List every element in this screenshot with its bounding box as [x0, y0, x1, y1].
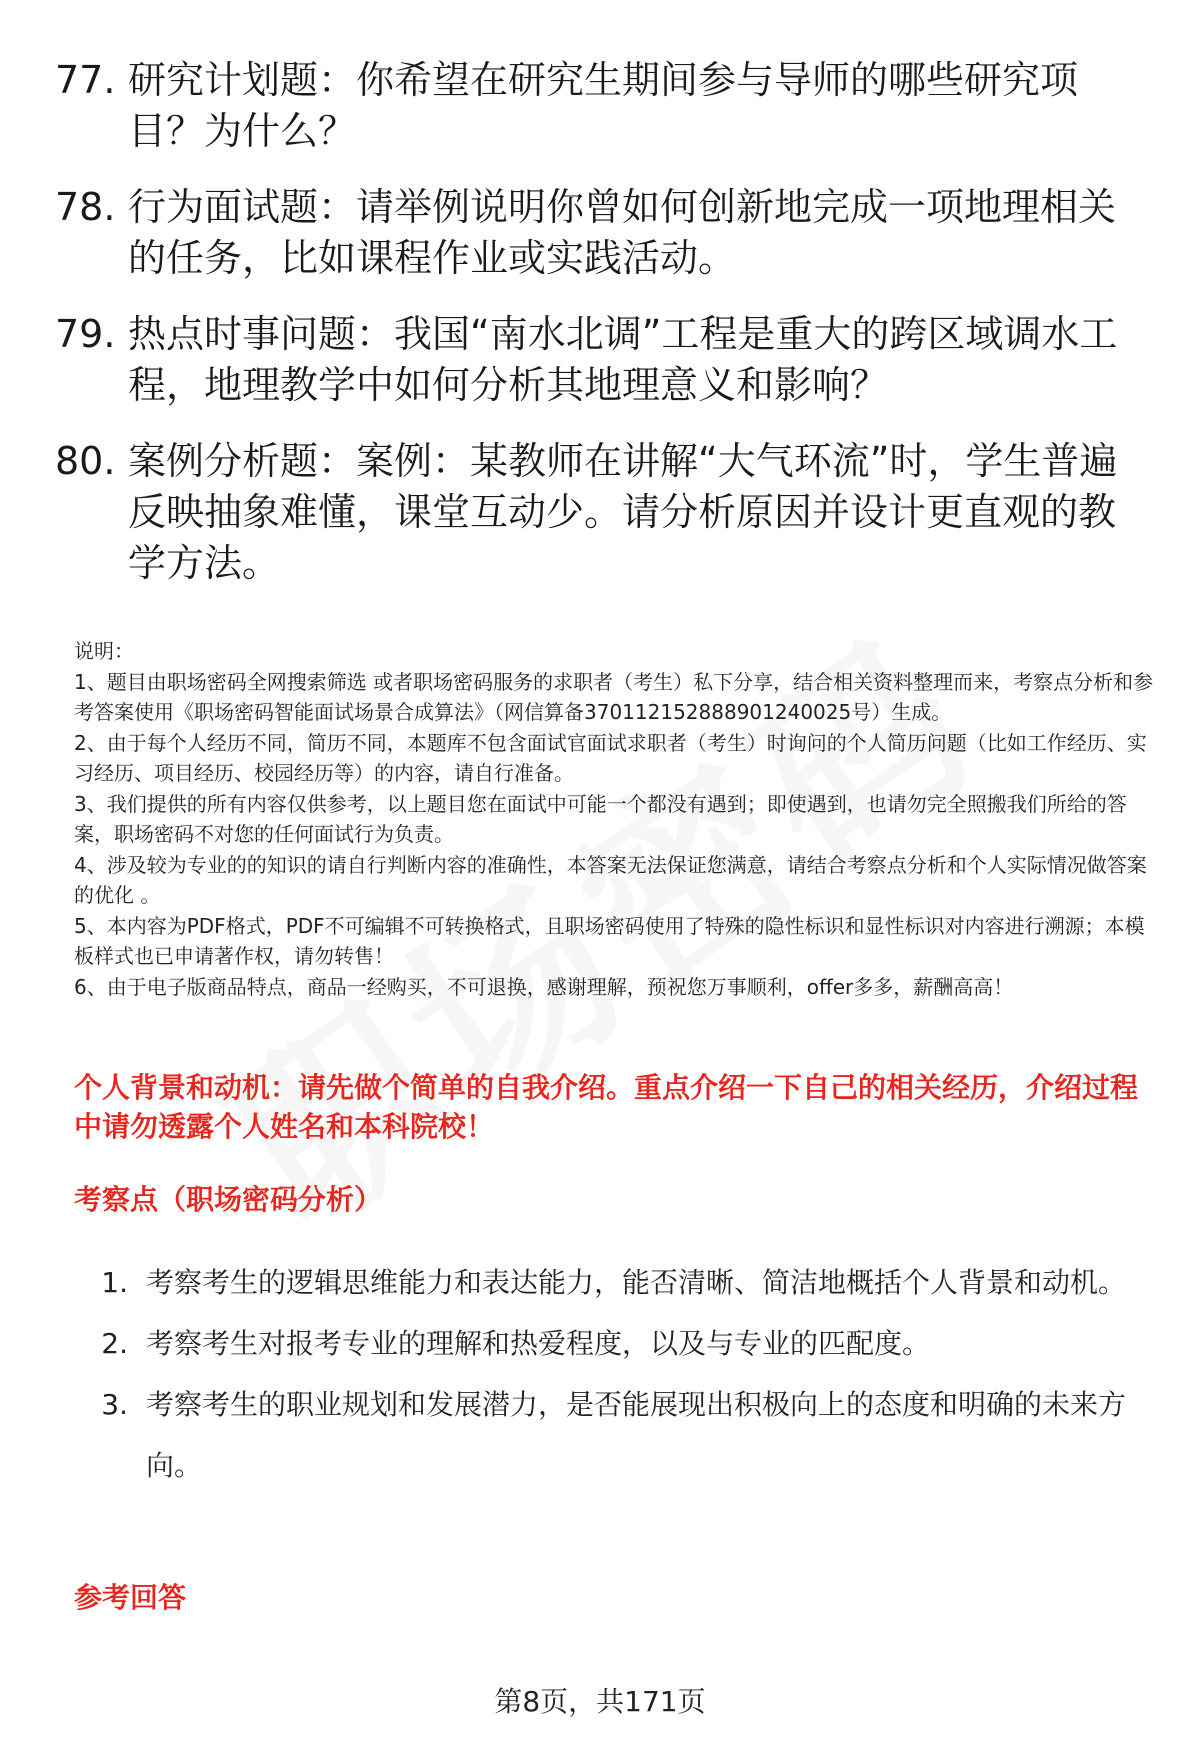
point-number: 1. [101, 1266, 128, 1299]
note-item: 4、涉及较为专业的的知识的请自行判断内容的准确性，本答案无法保证您满意，请结合考察点分析和个人实际情况做答案的优化 。 [74, 852, 1147, 907]
point-text: 考察考生的逻辑思维能力和表达能力，能否清晰、简洁地概括个人背景和动机。 [146, 1266, 1127, 1299]
question-item [55, 182, 1145, 284]
page-footer: 第8页，共171页 [494, 1685, 706, 1718]
point-item [74, 1252, 1154, 1313]
question-text: 行为面试题：请举例说明你曾如何创新地完成一项地理相关的任务，比如课程作业或实践活动。 [128, 185, 1117, 280]
point-item [74, 1313, 1154, 1374]
point-text: 考察考生的职业规划和发展潜力，是否能展现出积极向上的态度和明确的未来方向。 [146, 1388, 1127, 1482]
point-number: 2. [101, 1327, 128, 1360]
question-text: 案例分析题：案例：某教师在讲解“大气环流”时，学生普遍反映抽象难懂，课堂互动少。请分析原因并设计更直观的教学方法。 [128, 439, 1118, 585]
points-list [74, 1252, 1154, 1496]
note-item: 5、本内容为PDF格式，PDF不可编辑不可转换格式，且职场密码使用了特殊的隐性标识和显性标识对内容进行溯源；本模板样式也已申请著作权，请勿转售！ [74, 913, 1145, 968]
note-item: 2、由于每个人经历不同，简历不同，本题库不包含面试官面试求职者（考生）时询问的个人简历问题（比如工作经历、实习经历、项目经历、校园经历等）的内容，请自行准备。 [74, 730, 1147, 785]
notes-title: 说明： [74, 639, 134, 663]
point-number: 3. [101, 1388, 128, 1421]
question-item [55, 309, 1145, 411]
question-item [55, 436, 1145, 589]
question-number: 78. [55, 185, 116, 229]
question-number: 80. [55, 439, 116, 483]
note-item: 6、由于电子版商品特点，商品一经购买，不可退换，感谢理解，预祝您万事顺利，offer多多，薪酬高高！ [74, 974, 1014, 999]
featured-question: 个人背景和动机：请先做个简单的自我介绍。重点介绍一下自己的相关经历，介绍过程中请勿透露个人姓名和本科院校！ [74, 1071, 1139, 1143]
question-text: 研究计划题：你希望在研究生期间参与导师的哪些研究项目？为什么？ [128, 58, 1079, 153]
question-list [55, 55, 1145, 614]
point-text: 考察考生对报考专业的理解和热爱程度，以及与专业的匹配度。 [146, 1327, 931, 1360]
note-item: 3、我们提供的所有内容仅供参考，以上题目您在面试中可能一个都没有遇到；即使遇到，也请勿完全照搬我们所给的答案，职场密码不对您的任何面试行为负责。 [74, 791, 1127, 846]
question-number: 79. [55, 312, 116, 356]
note-item: 1、题目由职场密码全网搜索筛选 或者职场密码服务的求职者（考生）私下分享，结合相关资料整理而来，考察点分析和参考答案使用《职场密码智能面试场景合成算法》（网信算备370112152888901240025号）生成。 [74, 669, 1154, 724]
answer-heading: 参考回答 [74, 1581, 187, 1614]
question-number: 77. [55, 58, 116, 102]
question-item [55, 55, 1145, 157]
point-item [74, 1374, 1154, 1496]
points-heading: 考察点（职场密码分析） [74, 1183, 383, 1216]
notes-section [74, 636, 1154, 1002]
question-text: 热点时事问题：我国“南水北调”工程是重大的跨区域调水工程，地理教学中如何分析其地理意义和影响？ [128, 312, 1118, 407]
